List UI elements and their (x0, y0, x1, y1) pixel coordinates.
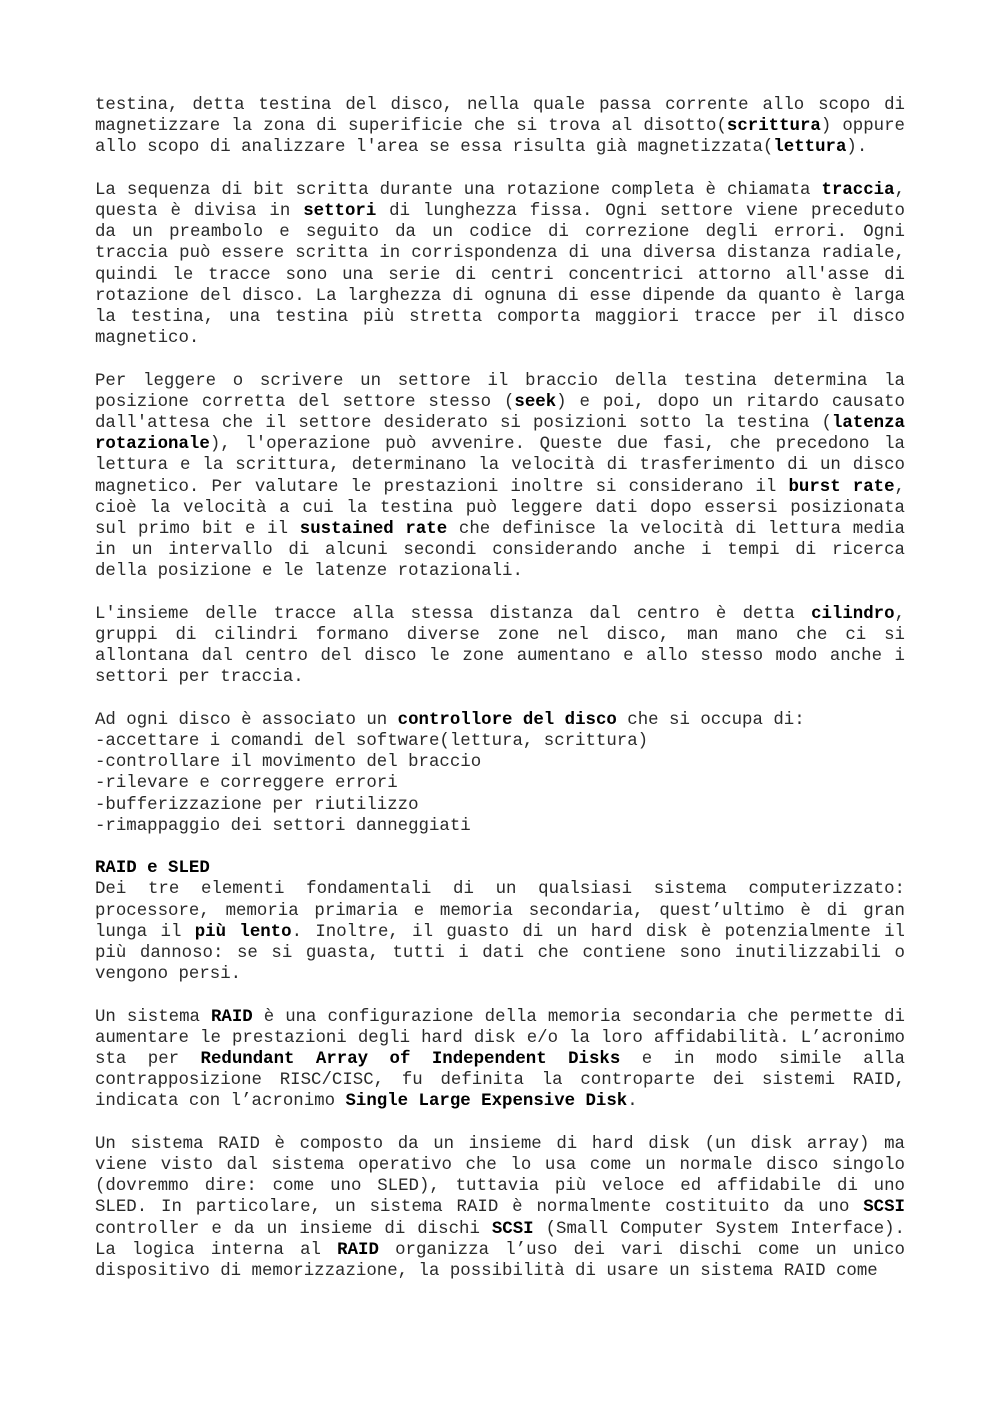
bold-term: sustained rate (299, 520, 448, 540)
bold-term: latenza rotazionale (95, 414, 905, 455)
bold-term: RAID (210, 1007, 253, 1027)
controller-intro: Ad ogni disco è associato un controllore del disco che si occupa di: (95, 710, 805, 730)
raid-paragraph-1: RAID e SLED Dei tre elementi fondamentali di un qualsiasi sistema computerizzato: processore, memoria primaria e memoria secondaria, quest’ultimo è di gran lunga il più lento. Inoltre, il guasto di un hard disk è potenzialmente il più dannoso: se si guasta, tutti i dati che contiene sono inutilizzabili o vengono persi. (95, 859, 905, 985)
bold-term: RAID (337, 1240, 379, 1260)
bold-term: Redundant Array of Independent Disks (200, 1050, 621, 1070)
bold-term: settori (303, 202, 377, 221)
bold-term: SCSI (863, 1198, 905, 1218)
raid-paragraph-2: Un sistema RAID è una configurazione della memoria secondaria che permette di aumentare le prestazioni degli hard disk e/o la loro affidabilità. L’acronimo sta per Redundant Array of Independent Disks e in modo simile alla contrapposizione RISC/CISC, fu definita la controparte dei sistemi RAID, indicata con l’acronimo Single Large Expensive Disk. (95, 1007, 905, 1112)
raid-paragraph-3: Un sistema RAID è composto da un insieme di hard disk (un disk array) ma viene visto dal sistema operativo che lo usa come un normale disco singolo (dovremmo dire: come uno SLED), tuttavia più veloce ed affidabile di uno SLED. In particolare, un sistema RAID è normalmente costituito da uno SCSI controller e da un insieme di dischi SCSI (Small Computer System Interface). La logica interna al RAID organizza l’uso dei vari dischi come un unico dispositivo di memorizzazione, la possibilità di usare un sistema RAID come (95, 1134, 905, 1282)
bold-term: scrittura (726, 117, 821, 137)
list-item: -bufferizzazione per riutilizzo (95, 795, 419, 815)
document-page (95, 95, 905, 1303)
bold-term: SCSI (491, 1219, 534, 1239)
bold-term: controllore del disco (397, 710, 617, 730)
bold-term: lettura (773, 138, 847, 158)
list-item: -accettare i comandi del software(lettura, scrittura) (95, 732, 649, 752)
controller-list (95, 710, 905, 837)
bold-term: Single Large Expensive Disk (345, 1092, 628, 1112)
list-item: -rimappaggio dei settori danneggiati (95, 816, 471, 836)
bold-term: seek (514, 392, 557, 412)
list-item: -controllare il movimento del braccio (95, 753, 482, 773)
bold-term: cilindro (811, 604, 895, 624)
raid-section (95, 858, 905, 1282)
paragraph-seek: Per leggere o scrivere un settore il braccio della testina determina la posizione corretta del settore stesso (seek) e poi, dopo un ritardo causato dall'attesa che il settore desiderato si posizioni sotto la testina (latenza rotazionale), l'operazione può avvenire. Queste due fasi, che precedono la lettura e la scrittura, determinano la velocità di trasferimento di un disco magnetico. Per valutare le prestazioni inoltre si considerano il burst rate, cioè la velocità a cui la testina può leggere dati dopo essersi posizionata sul primo bit e il sustained rate che definisce la velocità di lettura media in un intervallo di alcuni secondi considerando anche i tempi di ricerca della posizione e le latenze rotazionali. (95, 371, 905, 582)
bold-term: traccia (821, 180, 895, 200)
paragraph-traccia: La sequenza di bit scritta durante una rotazione completa è chiamata traccia, questa è divisa in settori di lunghezza fissa. Ogni settore viene preceduto da un preambolo e seguito da un codice di correzione degli errori. Ogni traccia può essere scritta in corrispondenza di una diversa distanza radiale, quindi le tracce sono una serie di centri concentrici attorno all'asse di rotazione del disco. La larghezza di ognuna di esse dipende da quanto è larga la testina, una testina più stretta comporta maggiori tracce per il disco magnetico. (95, 180, 905, 349)
bold-term: più lento (194, 922, 292, 942)
section-heading: RAID e SLED (95, 859, 210, 879)
paragraph-testina: testina, detta testina del disco, nella quale passa corrente allo scopo di magnetizzare la zona di superificie che si trova al disotto(scrittura) oppure allo scopo di analizzare l'area se essa risulta già magnetizzata(lettura). (95, 96, 905, 158)
list-item: -rilevare e correggere errori (95, 774, 398, 794)
paragraph-cilindro: L'insieme delle tracce alla stessa distanza dal centro è detta cilindro, gruppi di cilindri formano diverse zone nel disco, man mano che ci si allontana dal centro del disco le zone aumentano e allo stesso modo anche i settori per traccia. (95, 604, 905, 688)
bold-term: burst rate (788, 477, 895, 497)
